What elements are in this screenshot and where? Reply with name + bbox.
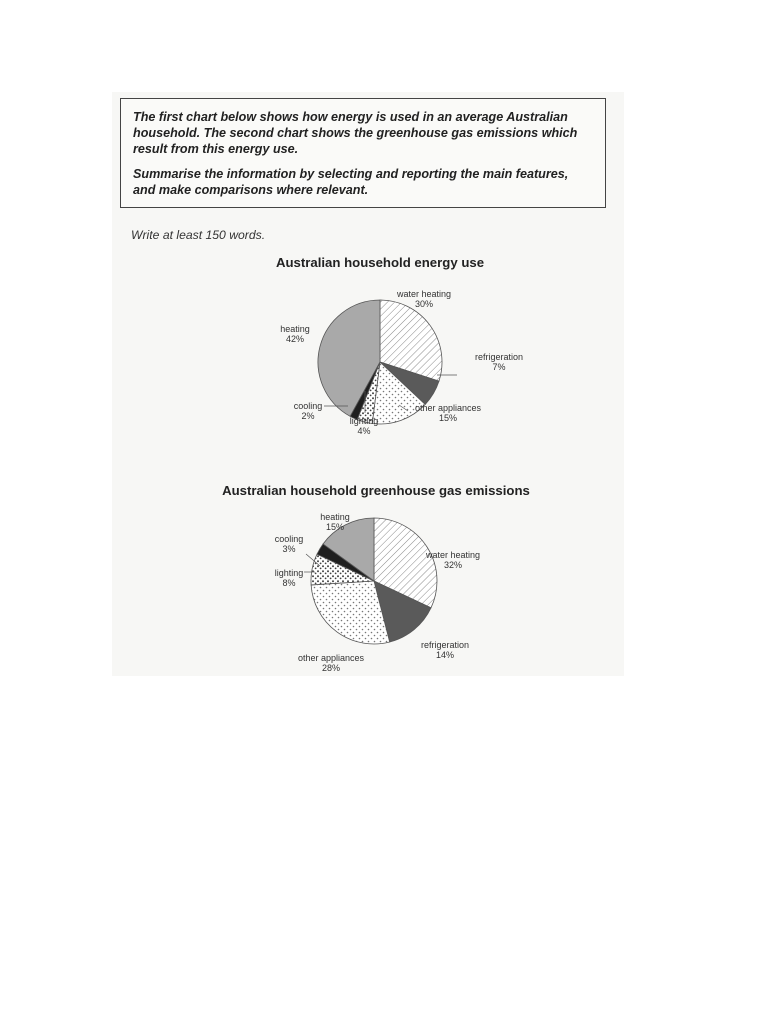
slice-label-water-heating: water heating <box>396 289 452 299</box>
slice-value-lighting: 4% <box>357 426 371 436</box>
slice-label-other-appliances: other appliances <box>297 653 365 663</box>
energy-use-chart <box>112 252 624 462</box>
task-prompt-text: The first chart below shows how energy is used in an average Australian household. The second chart shows the greenhouse gas emissions which result from this energy use. <box>133 110 578 156</box>
chart-title: Australian household greenhouse gas emissions <box>222 483 530 498</box>
slice-value-cooling: 3% <box>282 544 296 554</box>
slice-label-heating: heating <box>280 324 310 334</box>
slice-value-refrigeration: 7% <box>492 362 506 372</box>
slice-value-heating: 42% <box>285 334 305 344</box>
task-instruction-text: Summarise the information by selecting and reporting the main features, and make comparisons where relevant. <box>133 167 569 197</box>
slice-value-water-heating: 30% <box>414 299 434 309</box>
slice-label-heating: heating <box>320 512 350 522</box>
task-prompt-box <box>120 98 606 208</box>
task-sheet <box>112 92 624 676</box>
slice-value-water-heating: 32% <box>443 560 463 570</box>
slice-value-cooling: 2% <box>301 411 315 421</box>
energy-use-pie-svg <box>112 252 624 462</box>
word-count-instruction: Write at least 150 words. <box>131 228 266 242</box>
slice-label-water-heating: water heating <box>425 550 481 560</box>
slice-value-heating: 15% <box>325 522 345 532</box>
slice-label-lighting: lighting <box>274 568 304 578</box>
slice-label-lighting: lighting <box>349 416 379 426</box>
slice-label-cooling: cooling <box>293 401 323 411</box>
emissions-pie-svg <box>112 475 624 675</box>
emissions-chart <box>112 475 624 675</box>
chart-title: Australian household energy use <box>275 255 485 270</box>
slice-label-other-appliances: other appliances <box>414 403 482 413</box>
slice-value-lighting: 8% <box>282 578 296 588</box>
slice-label-cooling: cooling <box>274 534 304 544</box>
slice-value-other-appliances: 15% <box>438 413 458 423</box>
slice-label-refrigeration: refrigeration <box>420 640 470 650</box>
slice-value-other-appliances: 28% <box>321 663 341 673</box>
slice-value-refrigeration: 14% <box>435 650 455 660</box>
slice-label-refrigeration: refrigeration <box>474 352 524 362</box>
